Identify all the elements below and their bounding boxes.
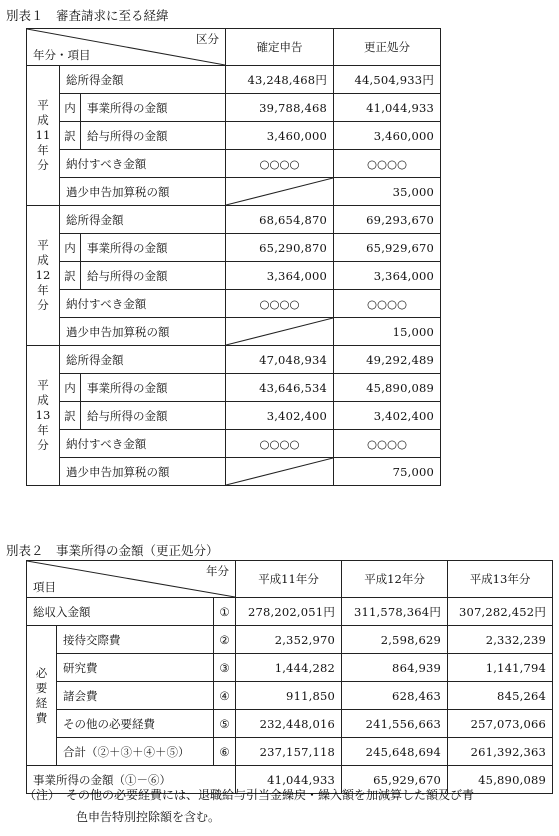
cell-value: 278,202,051円 xyxy=(236,598,342,626)
expense-label: 接待交際費 xyxy=(57,626,214,654)
diagonal-empty-cell xyxy=(226,318,334,346)
cell-value: 257,073,066 xyxy=(448,710,553,738)
cell-value: 39,788,468 xyxy=(226,94,334,122)
cell-value: 1,141,794 xyxy=(448,654,553,682)
cell-value: 2,332,239 xyxy=(448,626,553,654)
table-row xyxy=(27,122,441,150)
cell-value: 41,044,933 xyxy=(236,766,342,794)
penalty-tax-label: 過少申告加算税の額 xyxy=(60,178,226,206)
masked-value: ○○○○ xyxy=(226,430,334,458)
cell-value: 45,890,089 xyxy=(448,766,553,794)
cell-value: 45,890,089 xyxy=(334,374,441,402)
masked-value: ○○○○ xyxy=(226,150,334,178)
masked-value: ○○○○ xyxy=(226,290,334,318)
business-income-label: 事業所得の金額（①－⑥） xyxy=(27,766,236,794)
table-row xyxy=(27,682,553,710)
cell-value: 311,578,364円 xyxy=(342,598,448,626)
col-header-h12: 平成12年分 xyxy=(342,561,448,598)
salary-income-label: 給与所得の金額 xyxy=(81,402,226,430)
table-row xyxy=(27,374,441,402)
cell-value: 911,850 xyxy=(236,682,342,710)
table-row xyxy=(27,262,441,290)
total-income-label: 総所得金額 xyxy=(60,66,226,94)
breakdown-wake: 訳 xyxy=(60,122,81,150)
ref-mark: ③ xyxy=(214,654,236,682)
cell-value: 845,264 xyxy=(448,682,553,710)
revenue-label: 総収入金額 xyxy=(27,598,214,626)
footnote-line-2: 色申告特別控除額を含む。 xyxy=(76,810,221,824)
table1-corner-header xyxy=(27,29,226,66)
table-row xyxy=(27,430,441,458)
ref-mark: ⑤ xyxy=(214,710,236,738)
breakdown-uchi: 内 xyxy=(60,374,81,402)
cell-value: 41,044,933 xyxy=(334,94,441,122)
cell-value: 3,402,400 xyxy=(226,402,334,430)
breakdown-wake: 訳 xyxy=(60,262,81,290)
col-header-filed: 確定申告 xyxy=(226,29,334,66)
cell-value: 261,392,363 xyxy=(448,738,553,766)
table-row xyxy=(27,206,441,234)
breakdown-uchi: 内 xyxy=(60,234,81,262)
business-income-label: 事業所得の金額 xyxy=(81,234,226,262)
cell-value: 1,444,282 xyxy=(236,654,342,682)
header-year-item: 年分・項目 xyxy=(33,48,91,62)
diagonal-empty-cell xyxy=(226,178,334,206)
table-row xyxy=(27,402,441,430)
tax-due-label: 納付すべき金額 xyxy=(60,290,226,318)
table-row xyxy=(27,318,441,346)
cell-value: 49,292,489 xyxy=(334,346,441,374)
expense-label: 諸会費 xyxy=(57,682,214,710)
cell-value: 47,048,934 xyxy=(226,346,334,374)
masked-value: ○○○○ xyxy=(334,430,441,458)
cell-value: 75,000 xyxy=(334,458,441,486)
header-item: 項目 xyxy=(33,580,56,594)
cell-value: 35,000 xyxy=(334,178,441,206)
table-row xyxy=(27,626,553,654)
table1-caption: 別表１ 審査請求に至る経緯 xyxy=(6,8,169,23)
table1 xyxy=(26,28,441,486)
table-row xyxy=(27,66,441,94)
table-row xyxy=(27,654,553,682)
header-category: 区分 xyxy=(196,32,220,46)
diagonal-empty-cell xyxy=(226,458,334,486)
penalty-tax-label: 過少申告加算税の額 xyxy=(60,458,226,486)
expense-total-label: 合計（②＋③＋④＋⑤） xyxy=(57,738,214,766)
expense-group-label: 必 要 経 費 xyxy=(27,626,57,766)
masked-value: ○○○○ xyxy=(334,150,441,178)
table-row xyxy=(27,178,441,206)
table-row xyxy=(27,290,441,318)
footnote xyxy=(24,784,474,828)
col-header-h13: 平成13年分 xyxy=(448,561,553,598)
table-row xyxy=(27,94,441,122)
breakdown-uchi: 内 xyxy=(60,94,81,122)
cell-value: 307,282,452円 xyxy=(448,598,553,626)
table2-corner-header xyxy=(27,561,236,598)
salary-income-label: 給与所得の金額 xyxy=(81,262,226,290)
table-row xyxy=(27,346,441,374)
table-row xyxy=(27,710,553,738)
cell-value: 43,248,468円 xyxy=(226,66,334,94)
footnote-line-1: その他の必要経費には、退職給与引当金繰戻・繰入額を加減算した額及び青 xyxy=(66,788,475,802)
cell-value: 628,463 xyxy=(342,682,448,710)
table-row xyxy=(27,598,553,626)
cell-value: 2,598,629 xyxy=(342,626,448,654)
cell-value: 241,556,663 xyxy=(342,710,448,738)
table-row xyxy=(27,234,441,262)
expense-label: 研究費 xyxy=(57,654,214,682)
cell-value: 237,157,118 xyxy=(236,738,342,766)
cell-value: 245,648,694 xyxy=(342,738,448,766)
cell-value: 69,293,670 xyxy=(334,206,441,234)
cell-value: 3,364,000 xyxy=(334,262,441,290)
cell-value: 864,939 xyxy=(342,654,448,682)
col-header-corrected: 更正処分 xyxy=(334,29,441,66)
cell-value: 65,929,670 xyxy=(334,234,441,262)
footnote-mark: （注） xyxy=(24,788,55,802)
total-income-label: 総所得金額 xyxy=(60,206,226,234)
year-label: 平 成 11 年 分 xyxy=(27,66,60,206)
cell-value: 44,504,933円 xyxy=(334,66,441,94)
business-income-label: 事業所得の金額 xyxy=(81,374,226,402)
year-label: 平 成 13 年 分 xyxy=(27,346,60,486)
cell-value: 3,460,000 xyxy=(334,122,441,150)
salary-income-label: 給与所得の金額 xyxy=(81,122,226,150)
tax-due-label: 納付すべき金額 xyxy=(60,150,226,178)
cell-value: 2,352,970 xyxy=(236,626,342,654)
table2 xyxy=(26,560,553,794)
table-row xyxy=(27,458,441,486)
cell-value: 65,929,670 xyxy=(342,766,448,794)
masked-value: ○○○○ xyxy=(334,290,441,318)
header-year: 年分 xyxy=(206,564,230,578)
breakdown-wake: 訳 xyxy=(60,402,81,430)
table-row xyxy=(27,150,441,178)
expense-label: その他の必要経費 xyxy=(57,710,214,738)
tax-due-label: 納付すべき金額 xyxy=(60,430,226,458)
ref-mark: ① xyxy=(214,598,236,626)
cell-value: 65,290,870 xyxy=(226,234,334,262)
business-income-label: 事業所得の金額 xyxy=(81,94,226,122)
cell-value: 3,460,000 xyxy=(226,122,334,150)
cell-value: 68,654,870 xyxy=(226,206,334,234)
cell-value: 232,448,016 xyxy=(236,710,342,738)
penalty-tax-label: 過少申告加算税の額 xyxy=(60,318,226,346)
cell-value: 3,402,400 xyxy=(334,402,441,430)
ref-mark: ⑥ xyxy=(214,738,236,766)
year-label: 平 成 12 年 分 xyxy=(27,206,60,346)
cell-value: 3,364,000 xyxy=(226,262,334,290)
table-row xyxy=(27,738,553,766)
ref-mark: ② xyxy=(214,626,236,654)
table2-caption: 別表２ 事業所得の金額（更正処分） xyxy=(6,543,219,558)
cell-value: 43,646,534 xyxy=(226,374,334,402)
total-income-label: 総所得金額 xyxy=(60,346,226,374)
ref-mark: ④ xyxy=(214,682,236,710)
cell-value: 15,000 xyxy=(334,318,441,346)
col-header-h11: 平成11年分 xyxy=(236,561,342,598)
